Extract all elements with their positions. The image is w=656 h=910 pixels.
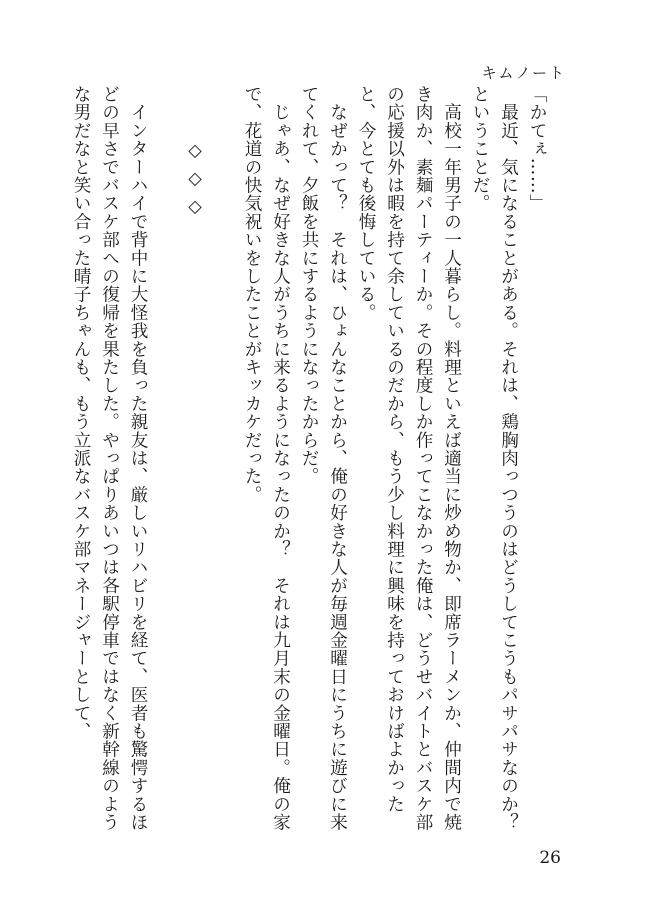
paragraph: じゃあ、なぜ好きな人がうちに来るようになったのか？ それは九月末の金曜日。俺の家で、花道の快気祝いをしたことがキッカケだった。	[242, 85, 291, 832]
page-number: 26	[539, 848, 561, 868]
paragraph: インターハイで背中に大怪我を負った親友は、厳しいリハビリを経て、医者も驚愕するほどの早さでバスケ部への復帰を果たした。やっぱりあいつは各駅停車ではなく新幹線のような男だなと笑い合った晴子ちゃんも、もう立派なバスケ部マネージャーとして、	[71, 85, 148, 832]
paragraph: 高校一年男子の一人暮らし。料理といえば適当に炒め物か、即席ラーメンか、仲間内で焼き肉か、素麺パーティーか。その程度しか作ってこなかった俺は、どうせバイトとバスケ部の応援以外は暇を持て余しているのだから、もう少し料理に興味を持っておけばよかったと、今とても後悔している。	[356, 85, 462, 832]
scene-break	[152, 85, 181, 845]
body-text	[71, 85, 551, 850]
paragraph: なぜかって？ それは、ひょんなことから、俺の好きな人が毎週金曜日にうちに遊びに来てくれて、夕飯を共にするようになったからだ。	[299, 85, 348, 832]
paragraph: 「かてぇ……」	[527, 85, 547, 213]
running-header: キムノート	[481, 64, 566, 82]
scene-break	[209, 85, 238, 845]
scene-break-ornament: ◇◇◇	[185, 141, 205, 225]
paragraph: 最近、気になることがある。それは、鶏胸肉っつうのはどうしてこうもパサパサなのか？ ということだ。	[470, 85, 519, 850]
